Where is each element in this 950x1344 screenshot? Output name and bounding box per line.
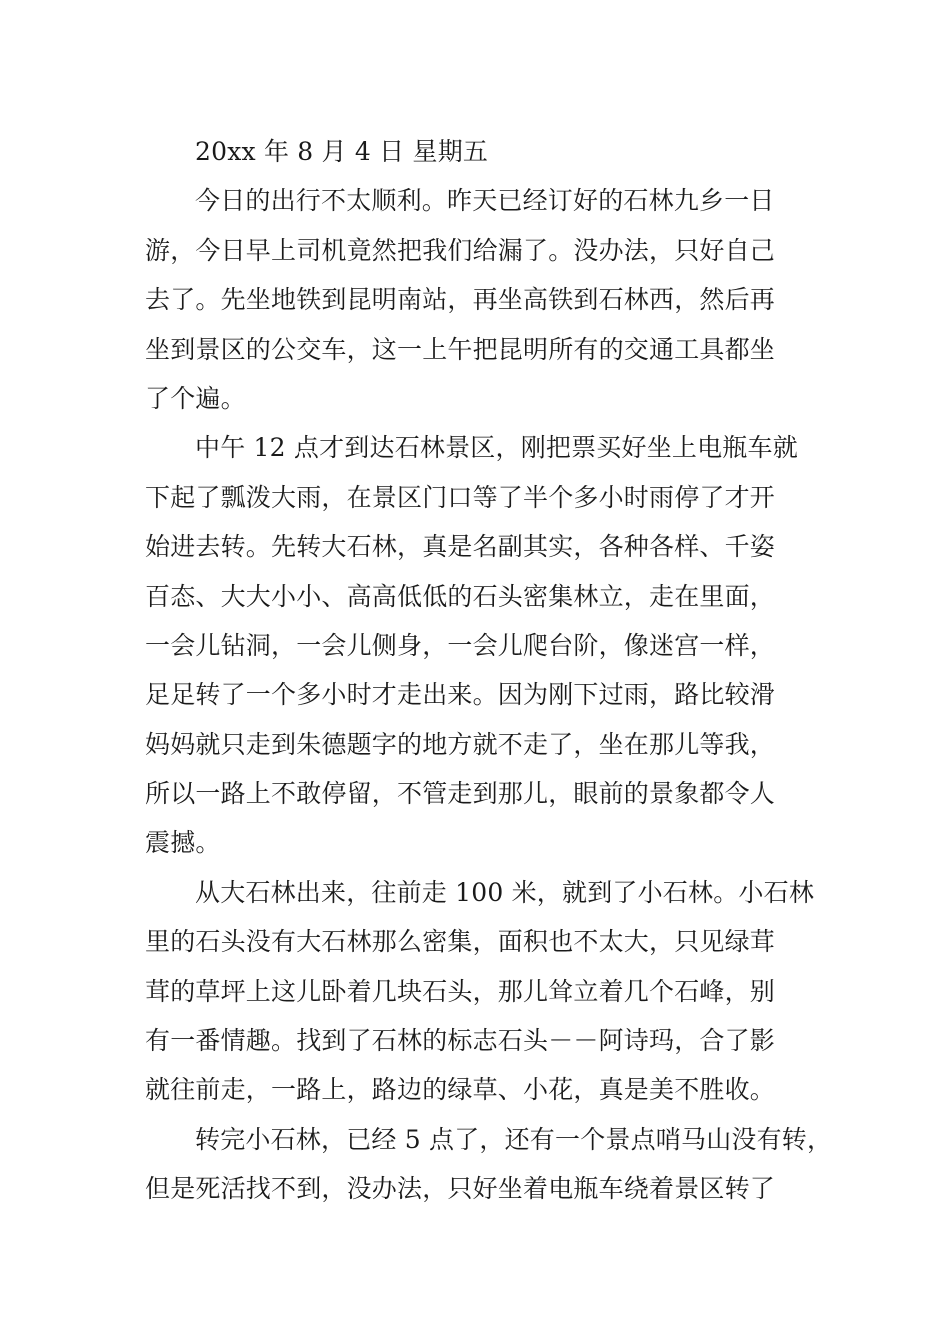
paragraph-line: 就往前走，一路上，路边的绿草、小花，真是美不胜收。 [145,1075,776,1105]
paragraph-line: 始进去转。先转大石林，真是名副其实，各种各样、千姿 [145,532,776,562]
diary-date: 20xx 年 8 月 4 日 星期五 [195,137,489,166]
paragraph-line: 坐到景区的公交车，这一上午把昆明所有的交通工具都坐 [145,334,776,364]
paragraph-line: 里的石头没有大石林那么密集，面积也不太大，只见绿茸 [145,927,776,957]
paragraph-line: 中午 12 点才到达石林景区，刚把票买好坐上电瓶车就 [195,433,798,463]
diary-body [145,127,833,1214]
paragraph-line: 一会儿钻洞，一会儿侧身，一会儿爬台阶，像迷宫一样， [145,630,776,660]
paragraph-line: 百态、大大小小、高高低低的石头密集林立，走在里面， [145,581,776,611]
paragraph-line: 震撼。 [145,828,221,858]
paragraph-line: 妈妈就只走到朱德题字的地方就不走了，坐在那儿等我， [145,729,776,759]
paragraph-line: 下起了瓢泼大雨，在景区门口等了半个多小时雨停了才开 [145,482,776,512]
paragraph-line: 去了。先坐地铁到昆明南站，再坐高铁到石林西，然后再 [145,285,776,315]
paragraph-line: 转完小石林，已经 5 点了，还有一个景点哨马山没有转， [195,1124,833,1154]
paragraph-line: 足足转了一个多小时才走出来。因为刚下过雨，路比较滑 [145,680,776,710]
paragraph-line: 游，今日早上司机竟然把我们给漏了。没办法，只好自己 [145,235,776,265]
paragraph-line: 但是死活找不到，没办法，只好坐着电瓶车绕着景区转了 [145,1174,776,1204]
paragraph-line: 有一番情趣。找到了石林的标志石头－－阿诗玛，合了影 [145,1026,776,1056]
paragraph-line: 茸的草坪上这儿卧着几块石头，那儿耸立着几个石峰，别 [145,976,776,1006]
paragraph-line: 从大石林出来，往前走 100 米，就到了小石林。小石林 [195,877,815,907]
paragraph-line: 所以一路上不敢停留，不管走到那儿，眼前的景象都令人 [145,779,776,809]
paragraph-line: 今日的出行不太顺利。昨天已经订好的石林九乡一日 [195,186,775,216]
paragraph-line: 了个遍。 [145,383,246,413]
